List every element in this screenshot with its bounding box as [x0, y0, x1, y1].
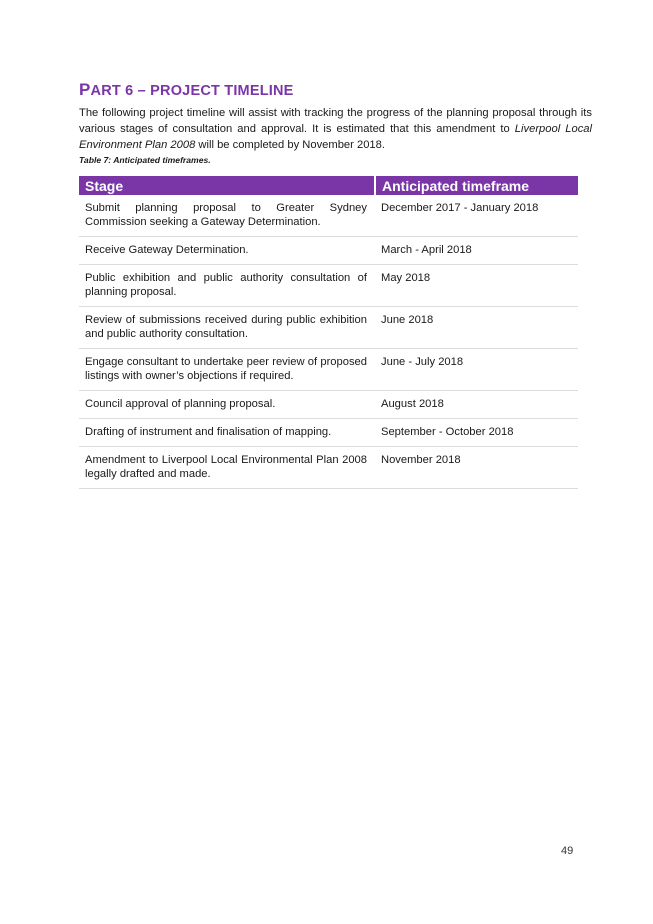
timeframe-cell: November 2018 [375, 447, 578, 489]
stage-cell: Drafting of instrument and finalisation of mapping. [79, 419, 375, 447]
intro-plan-title: Liverpool Local Environment Plan 2008 [79, 123, 593, 151]
heading-rest: ART 6 – PROJECT TIMELINE [90, 83, 294, 99]
stage-cell: Review of submissions received during public exhibition and public authority consultation. [79, 307, 375, 349]
table-row [79, 195, 578, 237]
intro-paragraph [79, 105, 592, 153]
header-timeframe: Anticipated timeframe [375, 176, 578, 195]
table-row [79, 349, 578, 391]
timeframe-cell: June 2018 [375, 307, 578, 349]
timeframe-cell: May 2018 [375, 265, 578, 307]
timeframe-cell: December 2017 - January 2018 [375, 195, 578, 237]
table-row [79, 237, 578, 265]
timeframe-cell: September - October 2018 [375, 419, 578, 447]
header-stage: Stage [79, 176, 375, 195]
table-row [79, 419, 578, 447]
table-header-row [79, 176, 578, 195]
intro-text-after: will be completed by November 2018. [195, 139, 385, 151]
intro-text-before: The following project timeline will assist with tracking the progress of the planning proposal through its various stages of consultation and approval. It is estimated that this amendment to [79, 107, 592, 135]
table-row [79, 307, 578, 349]
section-heading [79, 80, 294, 100]
stage-cell: Council approval of planning proposal. [79, 391, 375, 419]
table-row [79, 447, 578, 489]
stage-cell: Submit planning proposal to Greater Sydney Commission seeking a Gateway Determination. [79, 195, 375, 237]
timeframe-cell: August 2018 [375, 391, 578, 419]
table-row [79, 265, 578, 307]
table-row [79, 391, 578, 419]
heading-initial: P [79, 80, 91, 99]
page-number: 49 [561, 845, 574, 857]
timeframe-cell: June - July 2018 [375, 349, 578, 391]
table-caption: Table 7: Anticipated timeframes. [79, 155, 211, 165]
stage-cell: Public exhibition and public authority consultation of planning proposal. [79, 265, 375, 307]
timeframe-cell: March - April 2018 [375, 237, 578, 265]
stage-cell: Receive Gateway Determination. [79, 237, 375, 265]
stage-cell: Engage consultant to undertake peer review of proposed listings with owner’s objections if required. [79, 349, 375, 391]
stage-cell: Amendment to Liverpool Local Environmental Plan 2008 legally drafted and made. [79, 447, 375, 489]
timeline-table [79, 176, 578, 489]
